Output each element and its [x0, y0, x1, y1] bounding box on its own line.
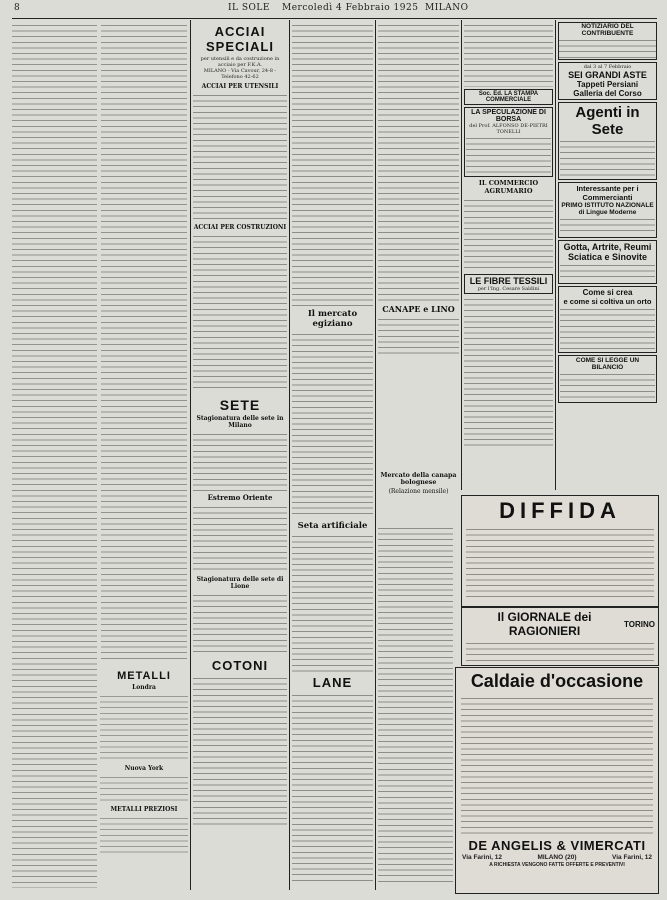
bolognese-heading: Mercato della canapa bolognese [380, 472, 457, 486]
diffida-text [466, 526, 654, 602]
agenti-ad [558, 102, 657, 180]
caldaie-address-center: MILANO (20) [537, 854, 577, 861]
acciai-sub: per utensili e da costruzione in acciaio per F.K.A. [200, 56, 280, 68]
crea-title: Come si crea [582, 288, 633, 297]
issue-date: Mercoledì 4 Febbraio 1925 [282, 3, 419, 13]
column-3 [292, 22, 373, 888]
istituto-ad [558, 182, 657, 238]
newyork-heading: Nuova York [124, 765, 164, 772]
column-rule [289, 20, 290, 890]
cotoni-table [193, 675, 287, 825]
column-1a-lines [12, 22, 97, 888]
istituto-text [560, 216, 655, 236]
londra-table [100, 693, 188, 763]
commercio-agrumario-heading: IL COMMERCIO AGRUMARIO [478, 179, 539, 195]
caldaie-firm: DE ANGELIS & VIMERCATI [468, 838, 646, 853]
speculazione-ad [464, 107, 553, 177]
acciai-table [193, 92, 287, 222]
gotta-text [560, 262, 655, 282]
bilancio-text [560, 371, 655, 401]
stampa-ad [464, 89, 553, 105]
article-text [464, 22, 553, 87]
sete-sub: Stagionatura delle sete in Milano [196, 415, 284, 429]
canape-text [378, 316, 459, 356]
bilancio-ad [558, 355, 657, 403]
speculazione-author: del Prof. ALFONSO DE-PIETRI TONELLI [469, 123, 548, 135]
acciai-costruzioni-table [193, 233, 287, 393]
city: MILANO [425, 3, 469, 13]
column-rule [190, 20, 191, 890]
fibre-text [464, 296, 553, 446]
orto-text [560, 306, 655, 351]
mercato-text [292, 331, 373, 519]
lane-text [292, 692, 373, 882]
gotta-title: Gotta, Artrite, Reumi Sciatica e Sinovite [563, 242, 652, 262]
bolognese-section [378, 470, 459, 520]
caldaie-title: Caldaie d'occasione [470, 671, 644, 691]
sete-table [193, 431, 287, 491]
newyork-table [100, 774, 188, 804]
istituto-title: PRIMO ISTITUTO NAZIONALE di Lingue Moderne [561, 202, 654, 216]
diffida-title: DIFFIDA [499, 498, 621, 523]
torino-label: TORINO [624, 619, 655, 629]
aste-ad [558, 62, 657, 100]
commercio-text [464, 197, 553, 272]
header-rule [12, 18, 657, 19]
stagionatura-lione-heading: Stagionatura delle sete di Lione [196, 576, 284, 590]
caldaie-address-right: Via Farini, 12 [612, 854, 652, 861]
fibre-title: LE FIBRE TESSILI [469, 276, 548, 286]
column-rule [375, 20, 376, 890]
bilancio-title: COME SI LEGGE UN BILANCIO [575, 357, 640, 371]
column-2 [193, 22, 287, 888]
giornale-text [466, 640, 654, 666]
metalli-section [100, 668, 188, 890]
agenti-text [560, 138, 655, 178]
acciai-costruzioni-heading: ACCIAI PER COSTRUZIONI [193, 224, 287, 231]
interessante-title: Interessante per i Commercianti [576, 184, 639, 202]
oriente-table [193, 504, 287, 574]
seta-artificiale-heading: Seta artificiale [297, 521, 368, 531]
notiziario-text [559, 37, 656, 59]
column-4a [378, 22, 459, 492]
londra-heading: Londra [132, 684, 156, 691]
caldaie-footer: A RICHIESTA VENGONO FATTE OFFERTE E PREVENTIVI [489, 862, 625, 868]
sete-heading: SETE [219, 397, 261, 413]
metalli-heading: METALLI [117, 670, 171, 682]
caldaie-address-left: Via Farini, 12 [462, 854, 502, 861]
speculazione-title: LA SPECULAZIONE DI BORSA [471, 109, 546, 123]
gotta-ad [558, 240, 657, 284]
galleria-title: Galleria del Corso [573, 89, 642, 98]
estremo-oriente-heading: Estremo Oriente [207, 493, 273, 502]
relazione-label: (Relazione mensile) [388, 488, 449, 495]
diffida-box [461, 495, 659, 607]
column-5 [558, 22, 657, 492]
agenti-title: Agenti in Sete [575, 104, 640, 138]
lione-table [193, 592, 287, 654]
notiziario-ad [558, 22, 657, 60]
article-text [378, 22, 459, 302]
acciai-address: MILANO - Via Cavour, 24-8 - Telefono 42-62 [203, 68, 277, 80]
orto-ad [558, 286, 657, 353]
fibre-tessili-ad [464, 274, 553, 294]
article-text [292, 22, 373, 307]
cotoni-heading: COTONI [211, 658, 269, 673]
metalli-preziosi-table [100, 815, 188, 855]
column-4b [464, 22, 553, 492]
lane-heading: LANE [312, 675, 353, 690]
column-rule [461, 20, 462, 490]
aste-date: dal 3 al 7 Febbraio [583, 64, 632, 70]
notiziario-title: NOTIZIARIO DEL CONTRIBUENTE [581, 23, 634, 37]
mercato-egiziano-heading: Il mercato egiziano [307, 309, 358, 329]
metalli-preziosi-heading: METALLI PREZIOSI [110, 806, 178, 813]
acciai-speciali-ad: ACCIAI SPECIALI [206, 24, 274, 54]
fibre-author: per l'Ing. Cesare Saldini [477, 286, 540, 292]
page-number: 8 [14, 3, 21, 13]
caldaie-box [455, 667, 659, 894]
canape-lino-heading: CANAPE e LINO [382, 304, 455, 314]
speculazione-text [466, 135, 551, 175]
giornale-title: Il GIORNALE dei RAGIONIERI [497, 610, 592, 638]
seta-text [292, 533, 373, 673]
stampa-title: Soc. Ed. LA STAMPA COMMERCIALE [478, 91, 539, 103]
caldaie-list [461, 695, 653, 835]
masthead: IL SOLE [228, 3, 270, 13]
column-1b-lines [101, 22, 187, 662]
aste-title: SEI GRANDI ASTE [568, 70, 647, 80]
column-rule [555, 20, 556, 490]
tappeti-title: Tappeti Persiani [576, 80, 639, 89]
orto-title: e come si coltiva un orto [563, 297, 652, 306]
acciai-utensili-heading: ACCIAI PER UTENSILI [201, 83, 279, 90]
column-4-lower-text [378, 525, 453, 885]
giornale-box [461, 607, 659, 666]
